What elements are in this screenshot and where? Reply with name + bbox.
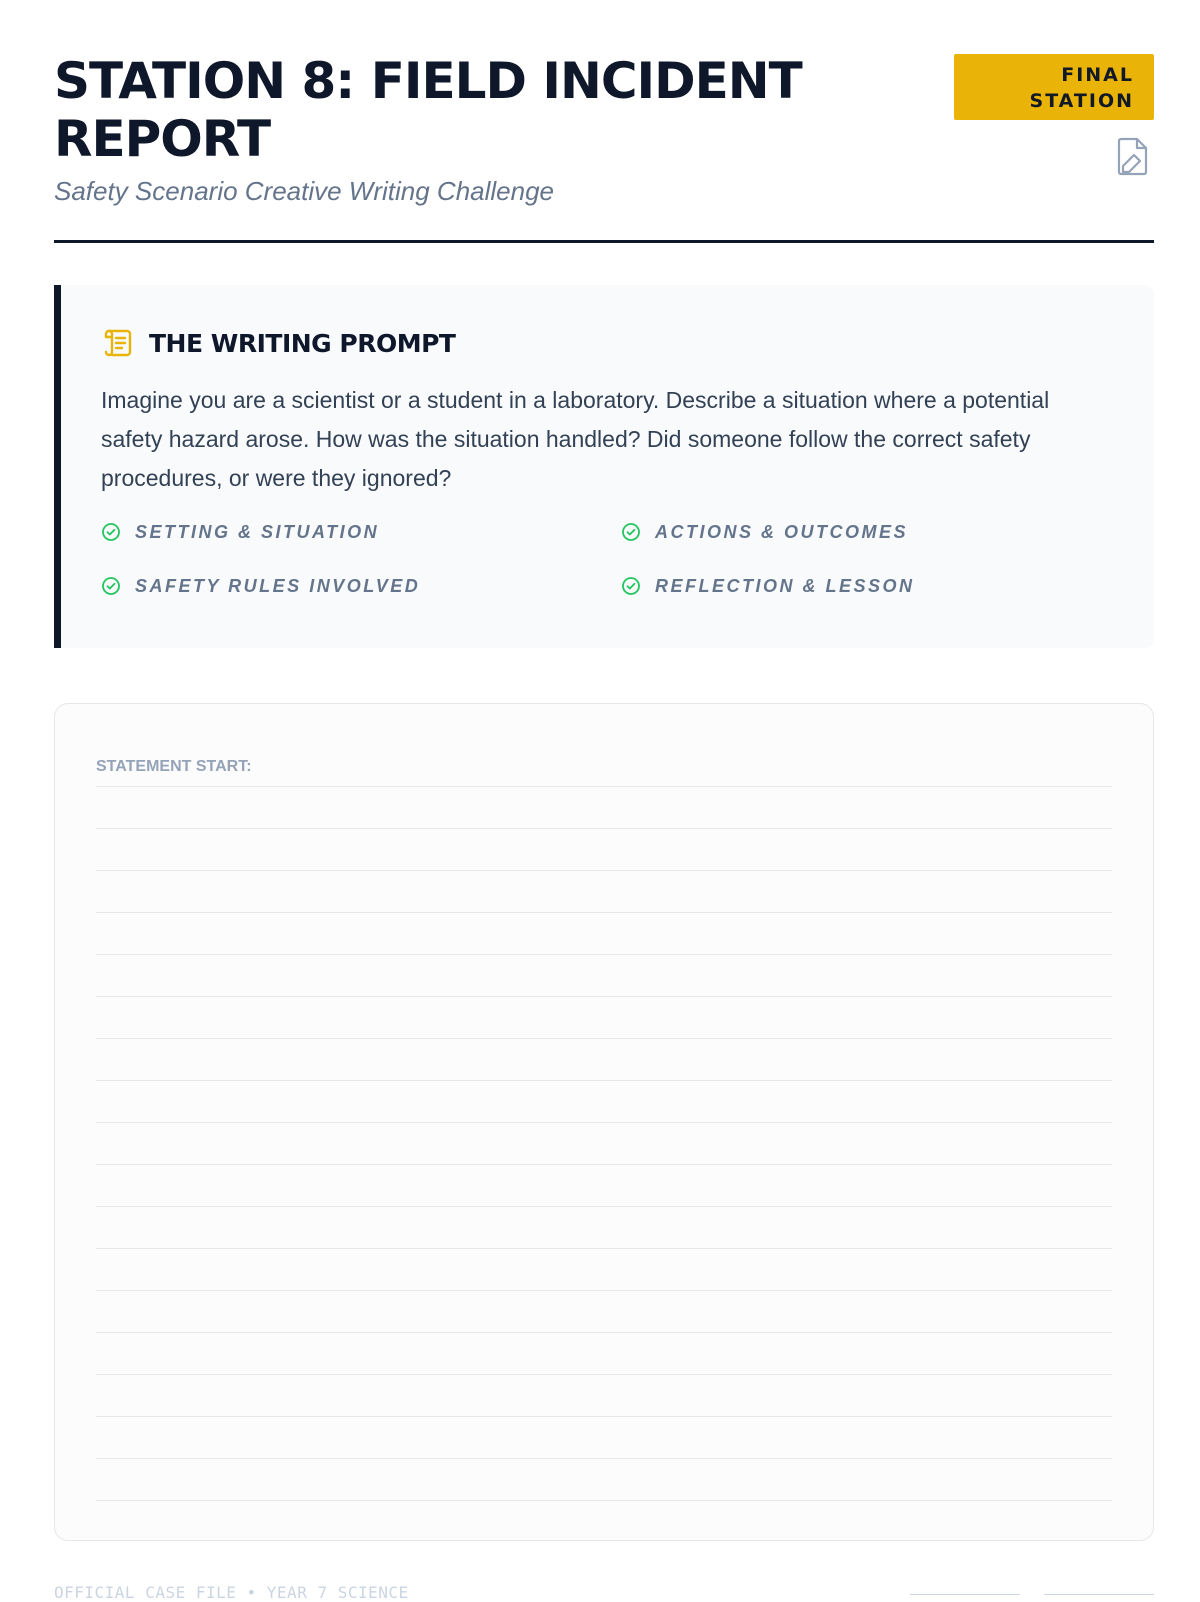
footer-text: OFFICIAL CASE FILE • YEAR 7 SCIENCE [54,1583,409,1602]
writing-line[interactable] [96,1374,1112,1416]
writing-line[interactable] [96,1038,1112,1080]
writing-line[interactable] [96,1332,1112,1374]
writing-line[interactable] [96,1206,1112,1248]
scroll-icon [101,326,135,360]
file-edit-icon [1114,136,1152,176]
criteria-label: REFLECTION & LESSON [655,575,915,596]
writing-line[interactable] [96,828,1112,870]
writing-line[interactable] [96,912,1112,954]
prompt-heading [101,325,1114,361]
check-circle-icon [101,522,121,542]
signature-line [910,1594,1020,1595]
writing-line[interactable] [96,1458,1112,1500]
statement-start-label: STATEMENT START: [96,758,252,775]
date-line [1044,1594,1154,1595]
statement-writing-area[interactable] [54,703,1154,1541]
final-station-badge: FINAL STATION [954,54,1154,120]
check-circle-icon [621,522,641,542]
prompt-text: Imagine you are a scientist or a student in a laboratory. Describe a situation where a potential safety hazard arose. How was the situation handled? Did someone follow the correct safety procedures, or were they ignored? [101,387,1050,491]
writing-line[interactable] [96,1164,1112,1206]
ruled-lines[interactable] [96,786,1112,1542]
check-circle-icon [621,576,641,596]
criteria-checklist [101,520,1114,598]
writing-line[interactable] [96,1122,1112,1164]
header [54,52,1154,207]
header-divider [54,240,1154,243]
criteria-label: SAFETY RULES INVOLVED [135,575,421,596]
criteria-item [621,574,1101,598]
writing-prompt-panel [54,285,1154,648]
writing-line[interactable] [96,996,1112,1038]
writing-line[interactable] [96,1248,1112,1290]
page-subtitle: Safety Scenario Creative Writing Challenge [54,176,555,206]
prompt-title: THE WRITING PROMPT [149,328,456,358]
criteria-label: SETTING & SITUATION [135,521,380,542]
writing-line[interactable] [96,870,1112,912]
writing-line[interactable] [96,954,1112,996]
writing-line[interactable] [96,1290,1112,1332]
writing-line[interactable] [96,1500,1112,1542]
writing-line[interactable] [96,1416,1112,1458]
check-circle-icon [101,576,121,596]
criteria-item [621,520,1101,544]
writing-line[interactable] [96,786,1112,828]
criteria-item [101,520,621,544]
page-title: STATION 8: FIELD INCIDENT REPORT [54,52,802,168]
writing-line[interactable] [96,1080,1112,1122]
criteria-label: ACTIONS & OUTCOMES [655,521,909,542]
criteria-item [101,574,621,598]
